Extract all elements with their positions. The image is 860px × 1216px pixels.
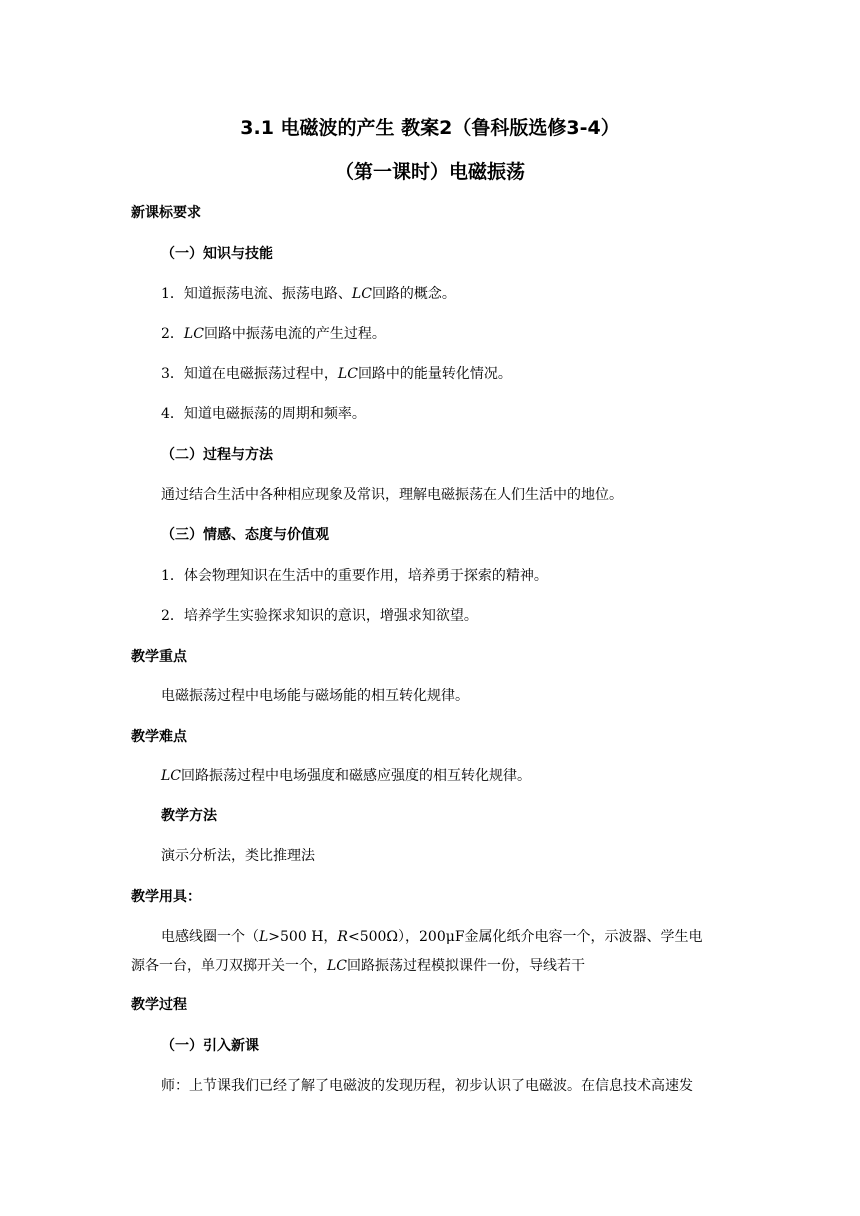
text-segment: 回路的概念。 bbox=[371, 286, 456, 302]
subheading-emotion: （三）情感、态度与价值观 bbox=[161, 527, 329, 543]
section-heading-standards: 新课标要求 bbox=[131, 205, 201, 221]
document-title: 3.1 电磁波的产生 教案2（鲁科版选修3-4） bbox=[240, 117, 620, 139]
text-segment: >500 H， bbox=[268, 929, 338, 945]
section-heading-key-point: 教学重点 bbox=[131, 649, 187, 665]
text-segment: <500Ω），200μF金属化纸介电容一个，示波器、学生电 bbox=[347, 929, 703, 945]
text-segment: 3．知道在电磁振荡过程中， bbox=[161, 366, 338, 382]
key-point-text: 电磁振荡过程中电场能与磁场能的相互转化规律。 bbox=[161, 688, 469, 704]
italic-term: R bbox=[337, 929, 348, 945]
emotion-item-1: 1．体会物理知识在生活中的重要作用，培养勇于探索的精神。 bbox=[161, 568, 548, 584]
tools-line-1 bbox=[161, 927, 703, 947]
text-segment: 源各一台，单刀双掷开关一个， bbox=[131, 958, 327, 974]
emotion-item-2: 2．培养学生实验探求知识的意识，增强求知欲望。 bbox=[161, 608, 478, 624]
subheading-knowledge: （一）知识与技能 bbox=[161, 246, 273, 262]
subheading-process: （二）过程与方法 bbox=[161, 447, 273, 463]
document-subtitle: （第一课时）电磁振荡 bbox=[334, 161, 525, 183]
italic-term: LC bbox=[327, 958, 348, 974]
text-segment: 回路振荡过程中电场强度和磁感应强度的相互转化规律。 bbox=[181, 768, 532, 784]
italic-term: LC bbox=[183, 326, 204, 342]
difficulty-text bbox=[161, 766, 531, 786]
italic-term: LC bbox=[351, 286, 372, 302]
process-text: 通过结合生活中各种相应现象及常识，理解电磁振荡在人们生活中的地位。 bbox=[161, 487, 623, 503]
text-segment: 电感线圈一个（ bbox=[161, 929, 259, 945]
subheading-intro: （一）引入新课 bbox=[161, 1038, 259, 1054]
italic-term: L bbox=[259, 929, 269, 945]
section-heading-procedure: 教学过程 bbox=[131, 997, 187, 1013]
text-segment: 1．知道振荡电流、振荡电路、 bbox=[161, 286, 352, 302]
knowledge-item-1 bbox=[161, 284, 456, 304]
text-segment: 2． bbox=[161, 326, 184, 342]
section-heading-method: 教学方法 bbox=[161, 808, 217, 824]
section-heading-difficulty: 教学难点 bbox=[131, 729, 187, 745]
knowledge-item-2 bbox=[161, 324, 386, 344]
knowledge-item-3 bbox=[161, 364, 512, 384]
knowledge-item-4: 4．知道电磁振荡的周期和频率。 bbox=[161, 406, 366, 422]
section-heading-tools: 教学用具： bbox=[131, 889, 201, 905]
tools-line-2 bbox=[131, 956, 585, 976]
italic-term: LC bbox=[337, 366, 358, 382]
italic-term: LC bbox=[161, 768, 182, 784]
text-segment: 回路振荡过程模拟课件一份，导线若干 bbox=[347, 958, 586, 974]
intro-text: 师：上节课我们已经了解了电磁波的发现历程，初步认识了电磁波。在信息技术高速发 bbox=[161, 1078, 693, 1094]
text-segment: 回路中振荡电流的产生过程。 bbox=[203, 326, 386, 342]
text-segment: 回路中的能量转化情况。 bbox=[357, 366, 512, 382]
method-text: 演示分析法，类比推理法 bbox=[161, 848, 315, 864]
